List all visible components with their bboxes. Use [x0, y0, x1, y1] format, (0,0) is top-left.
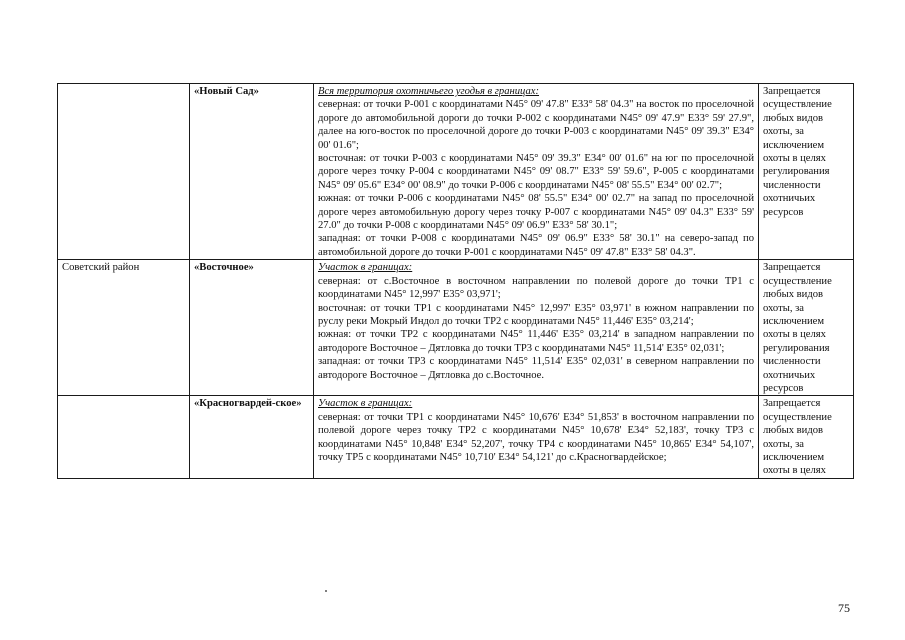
restriction-line: осуществление: [763, 99, 832, 111]
restriction-line: охоты в целях: [763, 329, 826, 341]
borders-heading: Вся территория охотничьего угодья в границах:: [318, 86, 540, 97]
table-row: [58, 260, 854, 396]
restriction-line: осуществление: [763, 411, 832, 423]
hunting-ground-name: «Красногвардей-ское»: [190, 396, 314, 478]
restriction-line: осуществление: [763, 275, 832, 287]
border-south: южная: от точки Р-006 с координатами N45° 08' 55.5" E34° 00' 02.7" на запад по проселочной дороге через автомобильную дорогу через точку Р-007 с координатами N45° 09' 04.3" E33° 59' 27.0" до точки Р-008 с координатами N45° 09' 06.9" E33° 58' 30.1";: [318, 193, 754, 232]
restriction-line: ресурсов: [763, 382, 804, 394]
district-cell: [58, 84, 190, 260]
border-south: южная: от точки ТР2 с координатами N45° 11,446' E35° 03,214' в западном направлении по автодороге Восточное – Дятловка до точки ТР3 с координатами N45° 11,514' E35° 02,031';: [318, 329, 754, 354]
restriction-line: ресурсов: [763, 206, 804, 218]
table-row: [58, 396, 854, 478]
restriction-line: численности: [763, 179, 821, 191]
hunting-ground-name: «Восточное»: [190, 260, 314, 396]
restriction-line: численности: [763, 356, 821, 368]
borders-heading: Участок в границах:: [318, 262, 413, 274]
scan-speck: [325, 590, 327, 592]
restriction-line: любых видов: [763, 112, 824, 124]
restriction-line: исключением: [763, 315, 825, 327]
district-cell: Советский район: [58, 260, 190, 396]
restriction-line: любых видов: [763, 425, 824, 437]
borders-heading: Участок в границах:: [318, 398, 413, 410]
page-number: 75: [838, 601, 850, 615]
restriction-line: охоты в целях: [763, 153, 826, 165]
restriction-line: исключением: [763, 451, 825, 463]
restriction-line: регулирования: [763, 166, 830, 178]
restriction-line: охоты, за: [763, 438, 805, 450]
border-north: северная: от точки ТР1 с координатами N45° 10,676' E34° 51,853' в восточном направлении по полевой дороге через точку ТР2 с координатами N45° 10,678' E34° 52,183', точку ТР3 с координатами N45° 10,848' E34° 52,207', точку ТР4 с координатами N45° 10,865' E34° 54,107', точку ТР5 с координатами N45° 10,710' E34° 54,121' до с.Красногвардейское;: [318, 411, 754, 463]
restriction-line: регулирования: [763, 342, 830, 354]
restriction-cell: [759, 260, 854, 396]
borders-description: [314, 260, 759, 396]
restriction-line: охоты, за: [763, 126, 805, 138]
restriction-line: охоты, за: [763, 302, 805, 314]
border-west: западная: от точки Р-008 с координатами N45° 09' 06.9" E33° 58' 30.1" на северо-запад по автомобильной дороге до точки Р-001 с координатами N45° 09' 47.8" E33° 58' 04.3".: [318, 233, 754, 258]
restriction-line: исключением: [763, 139, 825, 151]
district-cell: [58, 396, 190, 478]
border-north: северная: от точки Р-001 с координатами N45° 09' 47.8" E33° 58' 04.3" на восток по проселочной дороге до автомобильной дороги до точки Р-002 с координатами N45° 09' 47.9" E33° 59' 27.9", далее на юго-восток по проселочной дороге до точки Р-003 с координатами N45° 09' 39.3" E34° 00' 01.6";: [318, 99, 754, 151]
table-row: [58, 84, 854, 260]
restriction-line: охоты в целях: [763, 465, 826, 477]
restriction-line: Запрещается: [763, 262, 821, 274]
hunting-grounds-table: [57, 83, 854, 479]
restriction-line: Запрещается: [763, 398, 821, 410]
restriction-cell: [759, 396, 854, 478]
restriction-line: любых видов: [763, 289, 824, 301]
border-east: восточная: от точки ТР1 с координатами N45° 12,997' E35° 03,971' в южном направлении по руслу реки Мокрый Индол до точки ТР2 с координатами N45° 11,446' E35° 03,214';: [318, 302, 754, 327]
border-north: северная: от с.Восточное в восточном направлении по полевой дороге до точки ТР1 с координатами N45° 12,997' E35° 03,971';: [318, 275, 754, 301]
borders-description: [314, 396, 759, 478]
restriction-line: охотничьих: [763, 369, 816, 381]
borders-description: [314, 84, 759, 260]
border-west: западная: от точки ТР3 с координатами N45° 11,514' E35° 02,031' в северном направлении по автодороге Восточное – Дятловка до с.Восточное.: [318, 356, 754, 381]
restriction-cell: [759, 84, 854, 260]
restriction-line: охотничьих: [763, 193, 816, 205]
restriction-line: Запрещается: [763, 86, 821, 97]
border-east: восточная: от точки Р-003 с координатами N45° 09' 39.3" E34° 00' 01.6" на юг по проселочной дороге через точку Р-004 с координатами N45° 09' 08.7" E33° 59' 59.6", Р-005 с координатами N45° 09' 05.6" E34° 00' 08.9" до точки Р-006 с координатами N45° 08' 55.5" E34° 00' 02.7";: [318, 153, 754, 191]
hunting-ground-name: «Новый Сад»: [190, 84, 314, 260]
